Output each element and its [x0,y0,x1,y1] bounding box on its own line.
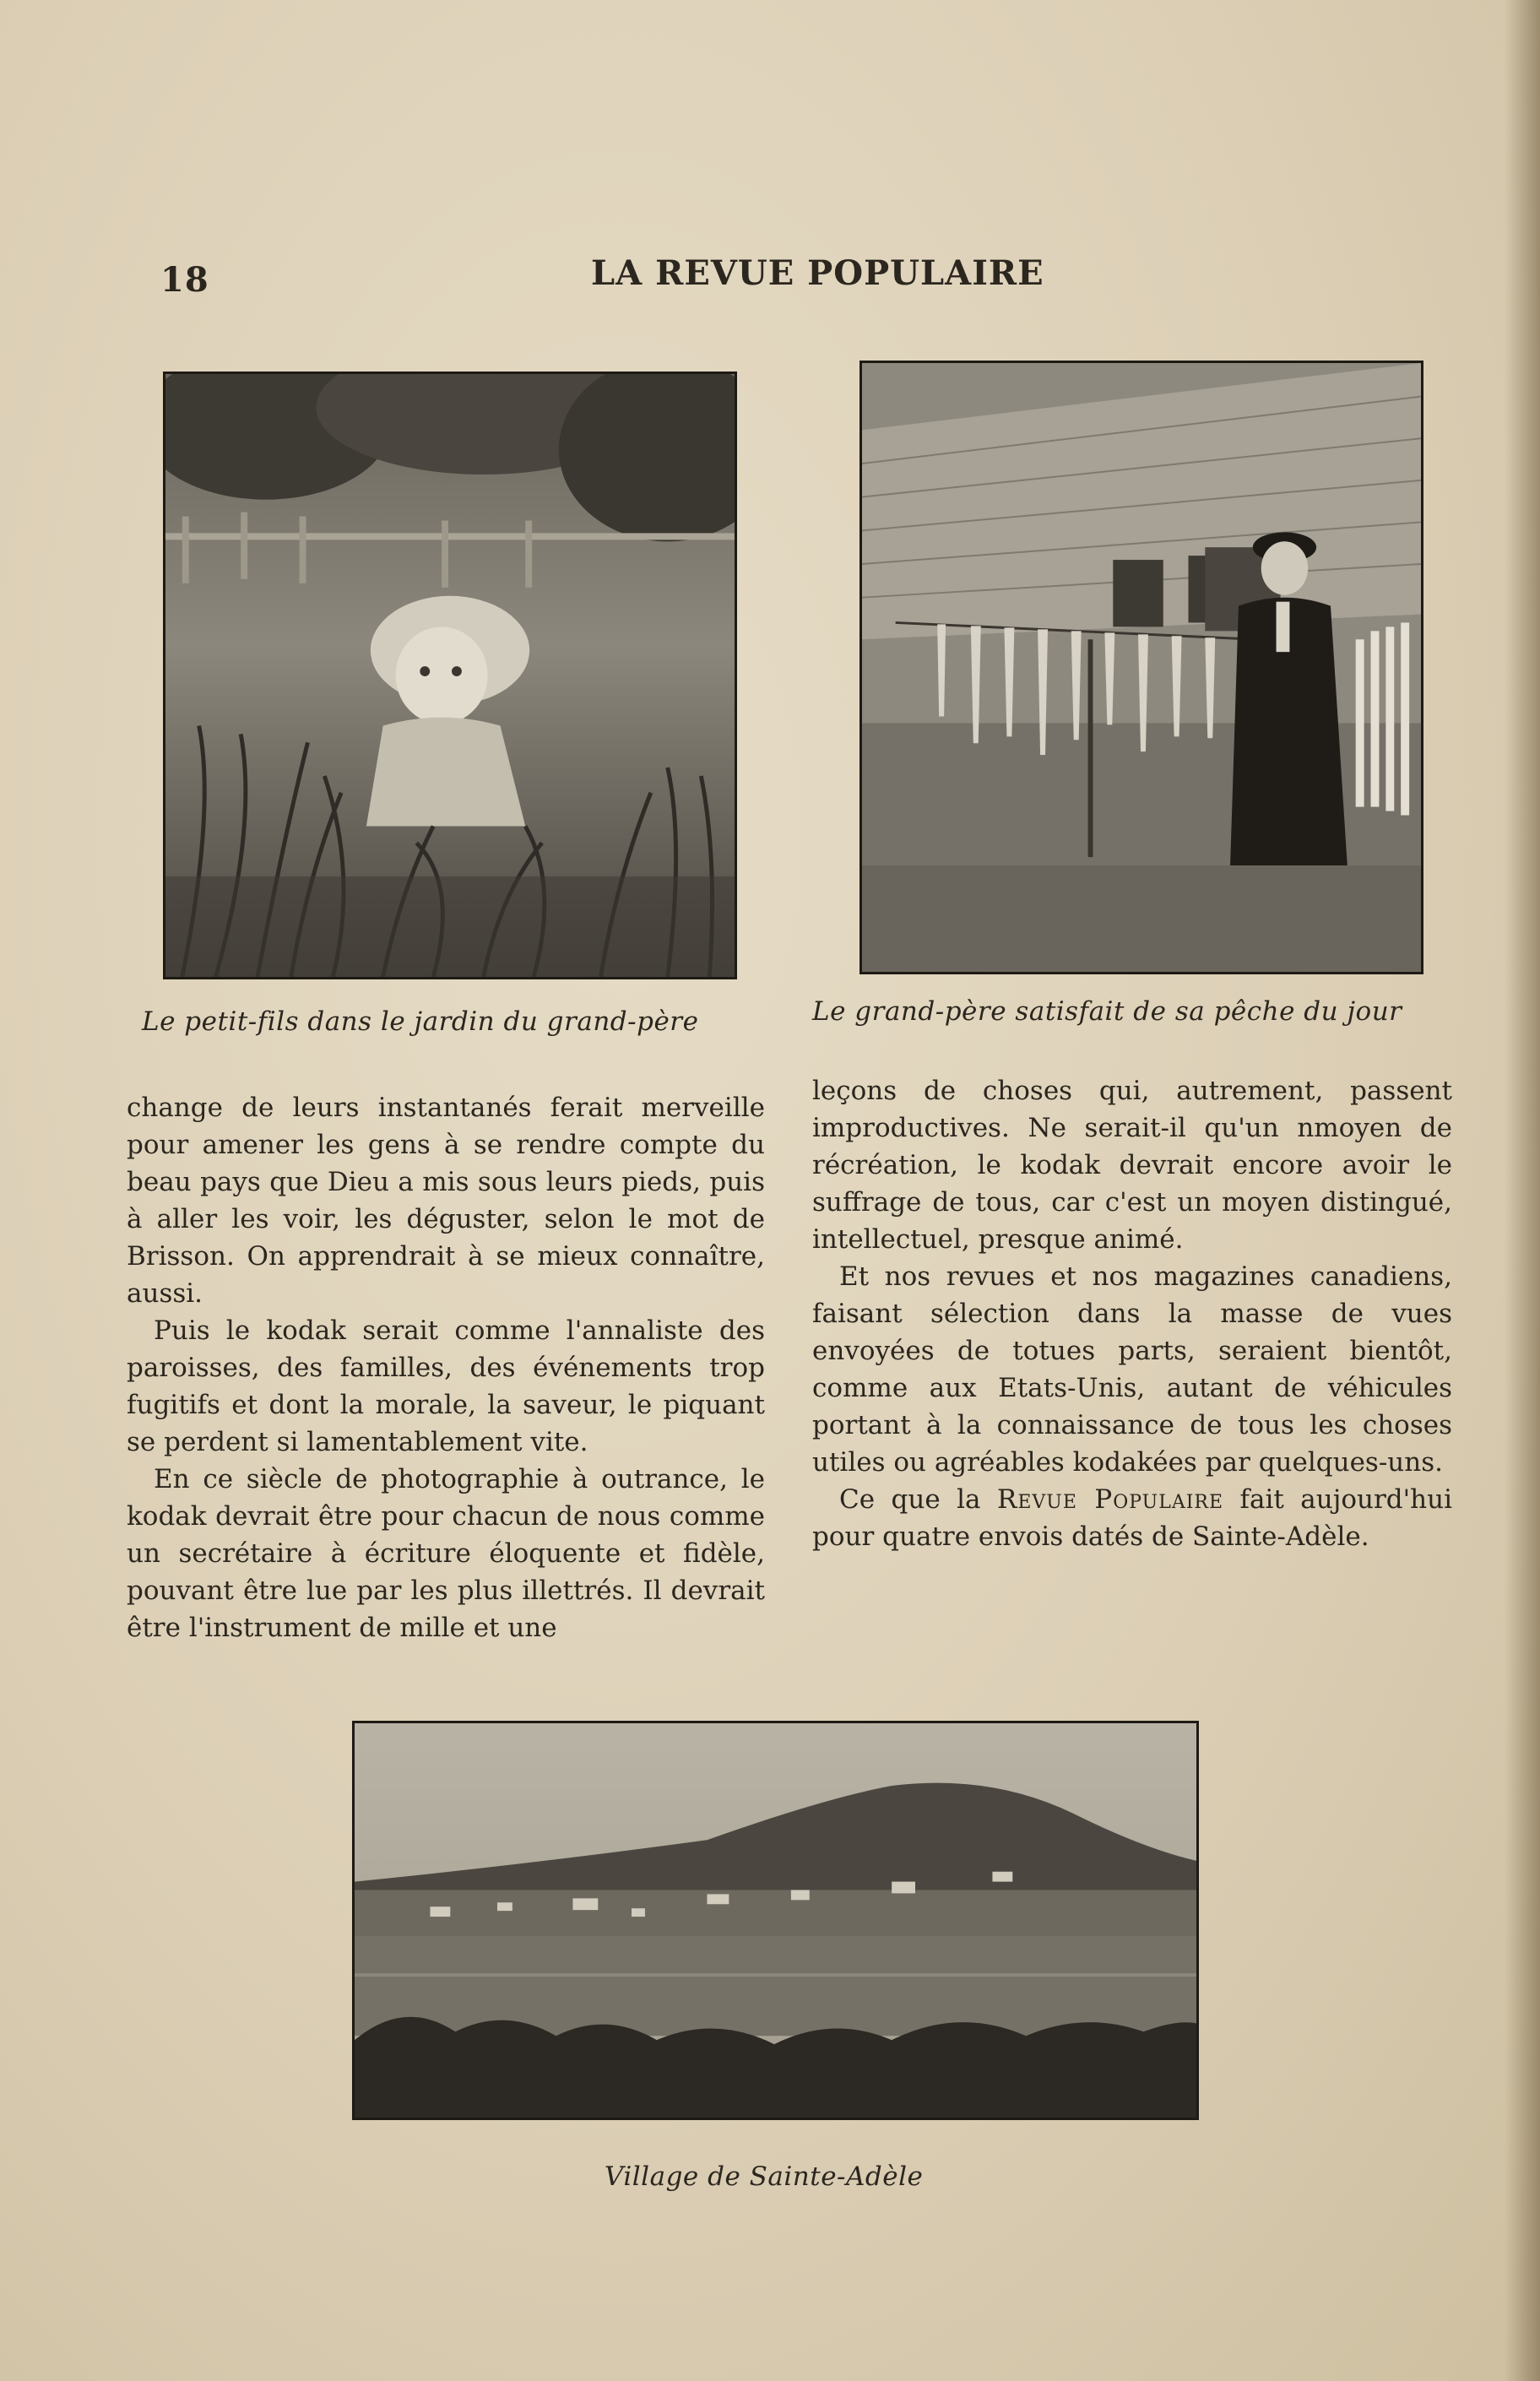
paragraph [812,1481,1452,1555]
paragraph-rest: fait aujourd'hui pour quatre envois datés de Sainte-Adèle. [812,1484,1453,1552]
paragraph: leçons de choses qui, autrement, passent improductives. Ne serait-il qu'un nmoyen de récréation, le kodak devrait encore avoir le suffrage de tous, car c'est un moyen distingué, intellectuel, presque animé. [812,1076,1452,1255]
text-column-right [812,1072,1452,1555]
running-title: LA REVUE POPULAIRE [591,253,1044,293]
photo-grandson-image [165,374,735,977]
text-column-left [127,1089,765,1646]
photo-village-sainte-adele [352,1721,1199,2120]
caption-grandson: Le petit-fils dans le jardin du grand-père [142,1006,699,1037]
caption-grandfather: Le grand-père satisfait de sa pêche du jour [812,996,1402,1027]
paragraph: Et nos revues et nos magazines canadiens, faisant sélection dans la masse de vues envoyées de totues parts, seraient bientôt, comme aux Etats-Unis, autant de véhicules portant à la connaissance de tous les choses utiles ou agréables kodakées par quelques-uns. [812,1261,1452,1478]
page-number: 18 [160,260,209,300]
paragraph: change de leurs instantanés ferait merveille pour amener les gens à se rendre compte du beau pays que Dieu a mis sous leurs pieds, puis à aller les voir, les déguster, selon le mot de Brisson. On apprendrait à se mieux connaître, aussi. [127,1093,765,1309]
photo-grandson-garden [163,372,737,979]
photo-grandfather-image [862,363,1421,972]
paragraph-lead: Ce que la [839,1484,981,1515]
photo-village-image [355,1723,1196,2118]
paragraph: En ce siècle de photographie à outrance, le kodak devrait être pour chacun de nous comme un secrétaire à écriture éloquente et fidèle, pouvant être lue par les plus illettrés. Il devrait être l'instrument de mille et une [127,1464,765,1643]
photo-grandfather-fishing [859,361,1423,974]
caption-village: Village de Sainte-Adèle [605,2161,924,2192]
magazine-name: Revue Populaire [997,1484,1224,1515]
paragraph: Puis le kodak serait comme l'annaliste des paroisses, des familles, des événements trop fugitifs et dont la morale, la saveur, le piquant se perdent si lamentablement vite. [127,1315,765,1457]
